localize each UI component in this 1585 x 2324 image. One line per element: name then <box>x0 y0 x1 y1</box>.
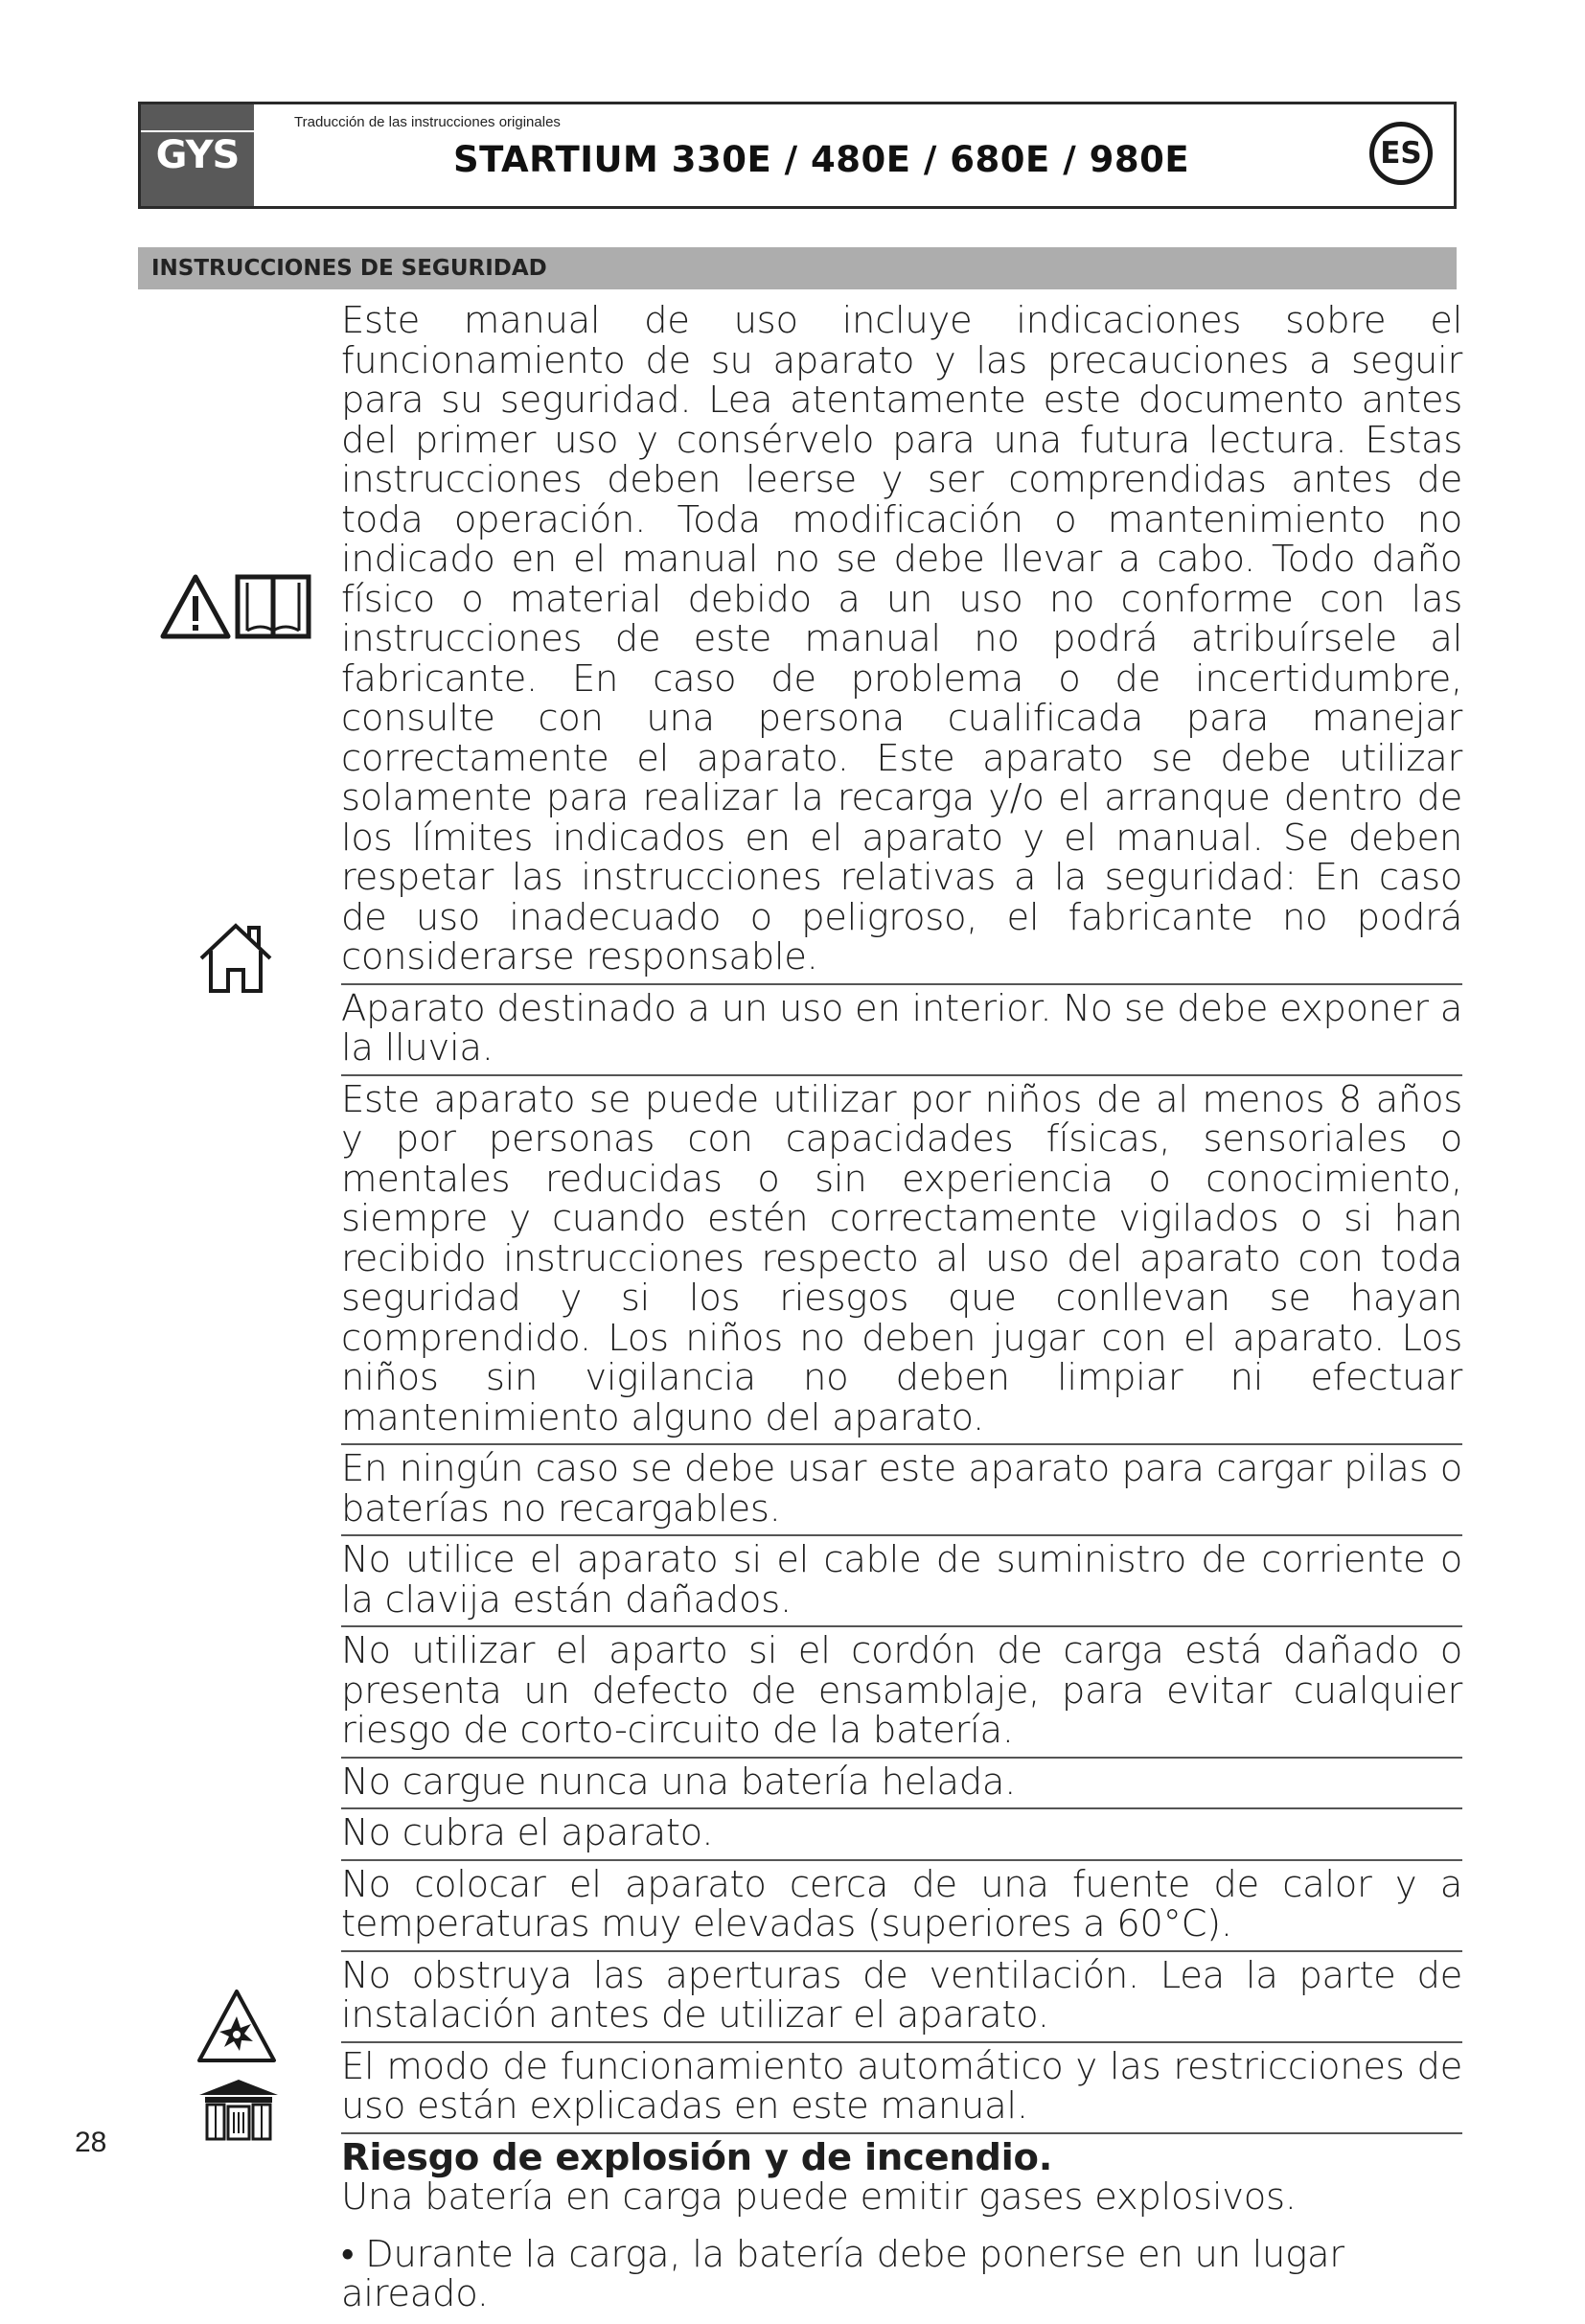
gys-logo: GYS <box>141 104 254 206</box>
explosion-warning-icon <box>195 1988 278 2064</box>
explosion-risk-block <box>341 2135 1462 2320</box>
paragraph: Este manual de uso incluye indicaciones sobre el funcionamiento de su aparato y las precauciones a seguir para su seguridad. Lea atentamente este documento antes del primer uso y consérvelo para una futura lectura. Estas instrucciones deben leerse y ser comprendidas antes de toda operación. Toda modificación o mantenimiento no indicado en el manual no se debe llevar a cabo. Todo daño físico o material debido a un uso no conforme con las instrucciones de este manual no podrá atribuírsele al fabricante. En caso de problema o de incertidumbre, consulte con una persona cualificada para manejar correctamente el aparato. Este aparato se debe utilizar solamente para realizar la recarga y/o el arranque dentro de los límites indicados en el aparato y el manual. Se deben respetar las instrucciones relativas a la seguridad: En caso de uso inadecuado o peligroso, el fabricante no podrá considerarse responsable. <box>341 299 1462 978</box>
paragraph: No colocar el aparato cerca de una fuente de calor y a temperaturas muy elevadas (superiores a 60°C). <box>341 1862 1462 1945</box>
warning-triangle-icon <box>159 573 232 640</box>
page-number: 28 <box>75 2127 107 2158</box>
house-indoor-icon <box>194 920 278 995</box>
paragraph: No obstruya las aperturas de ventilación. Lea la parte de instalación antes de utilizar el aparato. <box>341 1953 1462 2036</box>
language-badge: ES <box>1369 122 1433 185</box>
paragraph: No utilizar el aparto si el cordón de carga está dañado o presenta un defecto de ensamblaje, para evitar cualquier riesgo de corto-circuito de la batería. <box>341 1629 1462 1752</box>
frozen-battery-block <box>341 1762 1462 1810</box>
paragraph: Aparato destinado a un uso en interior. No se debe exponer a la lluvia. <box>341 986 1462 1070</box>
ventilation-block <box>341 1953 1462 2043</box>
heat-source-block <box>341 1862 1462 1952</box>
header-subtitle: Traducción de las instrucciones originales <box>294 114 561 130</box>
paragraph: El modo de funcionamiento automático y las restricciones de uso están explicadas en este manual. <box>341 2044 1462 2128</box>
section-title: INSTRUCCIONES DE SEGURIDAD <box>138 247 1457 289</box>
model-title: STARTIUM 330E / 480E / 680E / 980E <box>453 139 1190 180</box>
non-rechargeable-block <box>341 1449 1462 1536</box>
explosion-text: Una batería en carga puede emitir gases explosivos. <box>341 2175 1297 2219</box>
explosion-heading: Riesgo de explosión y de incendio. <box>341 2135 1053 2179</box>
document-header <box>138 102 1457 209</box>
ventilated-shelter-icon <box>195 2078 282 2143</box>
paragraph: En ningún caso se debe usar este aparato para cargar pilas o baterías no recargables. <box>341 1447 1462 1530</box>
manual-book-icon <box>234 573 312 642</box>
automatic-mode-block <box>341 2044 1462 2134</box>
paragraph: No cargue nunca una batería helada. <box>341 1760 1017 1804</box>
paragraph: No cubra el aparato. <box>341 1811 714 1854</box>
damaged-charge-cord-block <box>341 1631 1462 1759</box>
safety-instructions <box>341 301 1462 2324</box>
damaged-cable-block <box>341 1540 1462 1627</box>
ventilation-bullet: • Durante la carga, la batería debe ponerse en un lugar aireado. <box>341 2232 1344 2315</box>
paragraph: Este aparato se puede utilizar por niños de al menos 8 años y por personas con capacidades físicas, sensoriales o mentales reducidas o sin experiencia o conocimiento, siempre y cuando estén correctamente vigilados o si han recibido instrucciones respecto al uso del aparato con toda seguridad y si los riesgos que conllevan se hayan comprendido. Los niños no deben jugar con el aparato. Los niños sin vigilancia no deben limpiar ni efectuar mantenimiento alguno del aparato. <box>341 1077 1462 1439</box>
general-safety-block <box>341 301 1462 985</box>
children-use-block <box>341 1077 1462 1446</box>
indoor-use-block <box>341 986 1462 1076</box>
do-not-cover-block <box>341 1813 1462 1861</box>
paragraph: No utilice el aparato si el cable de suministro de corriente o la clavija están dañados. <box>341 1538 1462 1622</box>
